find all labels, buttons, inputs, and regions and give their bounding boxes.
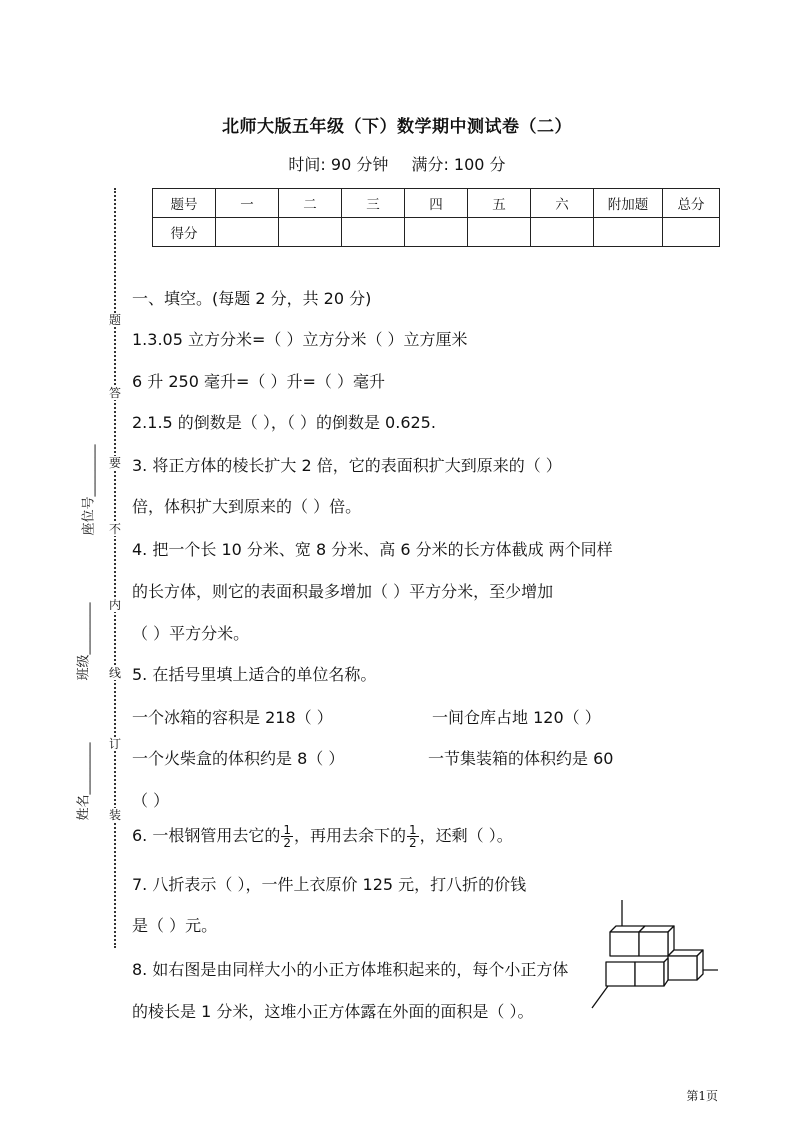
score-input-cell[interactable] [531,218,594,247]
score-table-score-row [153,218,720,247]
cube-face [606,962,635,986]
question-1a: 1.3.05 立方分米=（ ）立方分米（ ）立方厘米 [132,330,468,349]
question-5a: 一个冰箱的容积是 218（ ） [132,708,333,727]
question-6-part: ，再用去余下的 [294,826,407,845]
seat-number-field[interactable]: 座位号________ [81,444,97,536]
fraction-numerator: 1 [283,823,291,837]
section-heading: 一、填空。(每题 2 分，共 20 分) [132,289,372,308]
question-4b: 的长方体，则它的表面积最多增加（ ）平方分米，至少增加 [132,582,554,601]
question-3a: 3. 将正方体的棱长扩大 2 倍，它的表面积扩大到原来的（ ） [132,456,562,475]
binding-char: 装 [108,808,121,822]
score-header-cell: 二 [279,189,342,218]
score-table [152,188,720,247]
cube-face [664,958,668,986]
question-5e: （ ） [132,791,170,810]
fraction-numerator: 1 [409,823,417,837]
fraction-one-half [281,824,293,849]
question-1b: 6 升 250 毫升=（ ）升=（ ）毫升 [132,372,385,391]
score-input-cell[interactable] [279,218,342,247]
binding-char: 线 [108,666,121,680]
score-row-label: 得分 [153,218,216,247]
score-input-cell[interactable] [216,218,279,247]
name-field[interactable]: 姓名________ [76,742,92,821]
question-8a: 8. 如右图是由同样大小的小正方体堆积起来的，每个小正方体 [132,960,569,979]
score-header-cell: 三 [342,189,405,218]
score-input-cell[interactable] [663,218,720,247]
binding-char: 答 [108,386,121,400]
score-header-cell: 总分 [663,189,720,218]
exam-info [0,152,794,175]
stacked-cubes-figure [586,896,724,1024]
cube-face [635,962,664,986]
class-field[interactable]: 班级________ [76,602,92,681]
score-header-cell: 四 [405,189,468,218]
question-5: 5. 在括号里填上适合的单位名称。 [132,665,377,684]
question-6-part: ，还剩（ ）。 [419,826,513,845]
question-6-part: 6. 一根钢管用去它的 [132,826,281,845]
question-4c: （ ）平方分米。 [132,624,250,643]
question-8b: 的棱长是 1 分米，这堆小正方体露在外面的面积是（ ）。 [132,1002,534,1021]
question-2: 2.1.5 的倒数是（ ），（ ）的倒数是 0.625. [132,413,436,432]
exam-full-score: 满分: 100 分 [411,155,506,174]
cube-face [668,956,697,980]
score-header-cell: 题号 [153,189,216,218]
page-number: 第1页 [686,1089,718,1103]
binding-dotted-line [114,188,116,948]
score-table-header-row [153,189,720,218]
score-input-cell[interactable] [342,218,405,247]
axis-line [592,986,608,1008]
score-header-cell: 六 [531,189,594,218]
binding-char: 订 [108,737,121,751]
question-7a: 7. 八折表示（ ），一件上衣原价 125 元，打八折的价钱 [132,875,527,894]
cube-face [697,950,703,980]
question-5d: 一节集装箱的体积约是 60 [428,749,614,768]
cube-face [610,932,639,956]
score-header-cell: 附加题 [594,189,663,218]
binding-char: 题 [108,313,121,327]
binding-char: 要 [108,456,121,470]
binding-char: 内 [108,598,121,612]
score-input-cell[interactable] [594,218,663,247]
question-3b: 倍，体积扩大到原来的（ ）倍。 [132,497,362,516]
exam-time: 时间: 90 分钟 [288,155,389,174]
score-input-cell[interactable] [468,218,531,247]
question-7b: 是（ ）元。 [132,916,218,935]
score-header-cell: 一 [216,189,279,218]
question-5c: 一个火柴盒的体积约是 8（ ） [132,749,345,768]
question-5b: 一间仓库占地 120（ ） [432,708,601,727]
cube-face [639,932,668,956]
fraction-denominator: 2 [409,836,417,850]
question-4a: 4. 把一个长 10 分米、宽 8 分米、高 6 分米的长方体截成 两个同样 [132,540,613,559]
score-input-cell[interactable] [405,218,468,247]
page-title: 北师大版五年级（下）数学期中测试卷（二） [222,117,572,137]
fraction-one-half [407,824,419,849]
score-header-cell: 五 [468,189,531,218]
question-6 [132,823,513,849]
fraction-denominator: 2 [283,836,291,850]
binding-char: 不 [108,522,121,536]
